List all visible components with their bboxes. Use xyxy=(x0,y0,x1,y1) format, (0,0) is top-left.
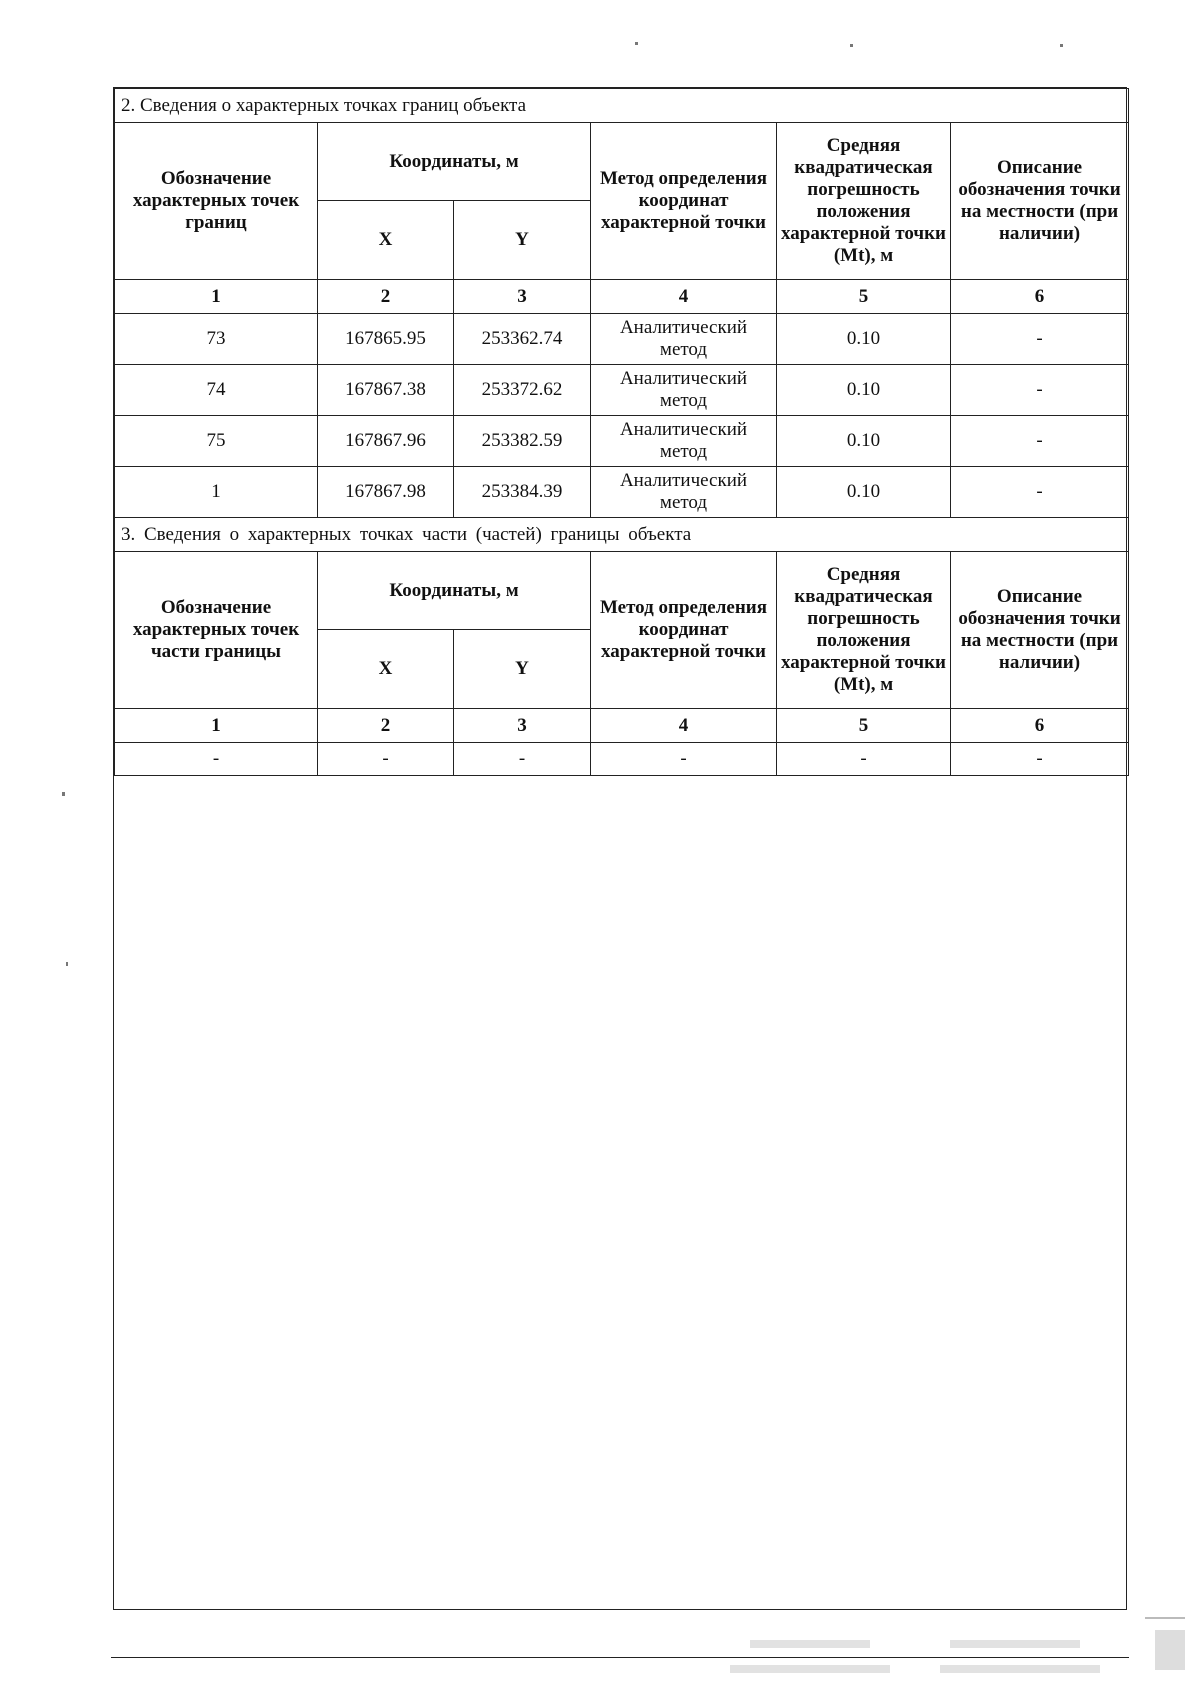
column-number: 6 xyxy=(951,280,1129,314)
scan-speck xyxy=(730,1665,890,1673)
header-coordinates: Координаты, м xyxy=(318,123,591,201)
scan-speck xyxy=(1145,1617,1185,1619)
header-description: Описание обозначения точки на местности (при наличии) xyxy=(951,552,1129,709)
header-x: X xyxy=(318,201,454,280)
column-number: 4 xyxy=(591,280,777,314)
cell-y: 253372.62 xyxy=(454,365,591,416)
cell-y: 253362.74 xyxy=(454,314,591,365)
header-method: Метод определения координат характерной точки xyxy=(591,123,777,280)
cell-y: 253384.39 xyxy=(454,467,591,518)
cell-x: 167867.96 xyxy=(318,416,454,467)
cell-method: Аналитический метод xyxy=(591,416,777,467)
cell-x: 167867.38 xyxy=(318,365,454,416)
column-number: 5 xyxy=(777,709,951,743)
table-row xyxy=(115,314,1129,365)
table-row xyxy=(115,365,1129,416)
cell-description: - xyxy=(951,743,1129,776)
scan-speck xyxy=(750,1640,870,1648)
cell-method: Аналитический метод xyxy=(591,467,777,518)
column-number: 2 xyxy=(318,280,454,314)
section2-title: 2. Сведения о характерных точках границ объекта xyxy=(115,89,1129,123)
scan-speck xyxy=(66,962,68,966)
cell-point: 75 xyxy=(115,416,318,467)
column-number: 3 xyxy=(454,280,591,314)
cell-point: 73 xyxy=(115,314,318,365)
cell-point: 74 xyxy=(115,365,318,416)
cell-method: Аналитический метод xyxy=(591,365,777,416)
cell-error: 0.10 xyxy=(777,416,951,467)
header-error: Средняя квадратическая погрешность положения характерной точки (Mt), м xyxy=(777,123,951,280)
cell-y: - xyxy=(454,743,591,776)
scan-speck xyxy=(940,1665,1100,1673)
cell-point: 1 xyxy=(115,467,318,518)
column-number: 5 xyxy=(777,280,951,314)
header-x: X xyxy=(318,630,454,709)
cell-error: - xyxy=(777,743,951,776)
cell-x: 167867.98 xyxy=(318,467,454,518)
header-error: Средняя квадратическая погрешность положения характерной точки (Mt), м xyxy=(777,552,951,709)
cell-x: - xyxy=(318,743,454,776)
cell-point: - xyxy=(115,743,318,776)
document-frame xyxy=(113,87,1127,1610)
cell-method: Аналитический метод xyxy=(591,314,777,365)
cell-error: 0.10 xyxy=(777,365,951,416)
header-method: Метод определения координат характерной точки xyxy=(591,552,777,709)
cell-description: - xyxy=(951,416,1129,467)
header-description: Описание обозначения точки на местности (при наличии) xyxy=(951,123,1129,280)
section3-table xyxy=(114,517,1129,776)
column-number: 3 xyxy=(454,709,591,743)
cell-error: 0.10 xyxy=(777,314,951,365)
footer-rule xyxy=(111,1657,1129,1658)
cell-x: 167865.95 xyxy=(318,314,454,365)
cell-method: - xyxy=(591,743,777,776)
column-number: 4 xyxy=(591,709,777,743)
scan-speck xyxy=(1060,44,1063,47)
header-coordinates: Координаты, м xyxy=(318,552,591,630)
scan-speck xyxy=(635,42,638,45)
column-number: 1 xyxy=(115,280,318,314)
scan-speck xyxy=(62,792,65,796)
header-designation: Обозначение характерных точек границ xyxy=(115,123,318,280)
cell-description: - xyxy=(951,314,1129,365)
table-row xyxy=(115,467,1129,518)
section3-title: 3. Сведения о характерных точках части (частей) границы объекта xyxy=(115,518,1129,552)
header-designation: Обозначение характерных точек части границы xyxy=(115,552,318,709)
cell-description: - xyxy=(951,467,1129,518)
table-row xyxy=(115,743,1129,776)
cell-description: - xyxy=(951,365,1129,416)
cell-error: 0.10 xyxy=(777,467,951,518)
scan-speck xyxy=(850,44,853,47)
column-number: 1 xyxy=(115,709,318,743)
table-row xyxy=(115,416,1129,467)
scan-speck xyxy=(950,1640,1080,1648)
header-y: Y xyxy=(454,630,591,709)
column-number: 6 xyxy=(951,709,1129,743)
cell-y: 253382.59 xyxy=(454,416,591,467)
column-number: 2 xyxy=(318,709,454,743)
header-y: Y xyxy=(454,201,591,280)
scan-speck xyxy=(1155,1630,1185,1670)
section2-table xyxy=(114,88,1129,518)
